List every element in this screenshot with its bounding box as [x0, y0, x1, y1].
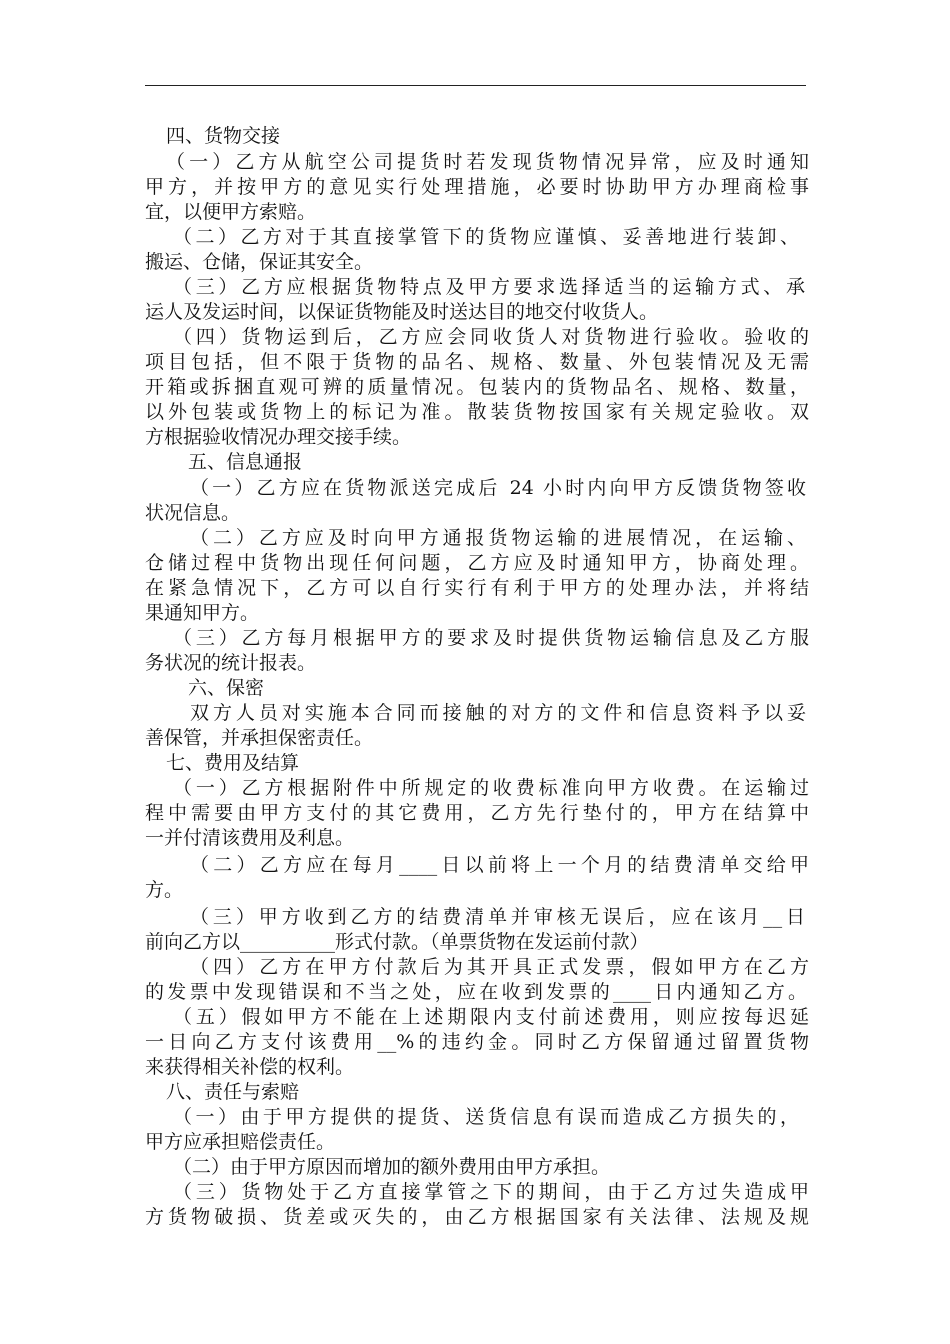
text-line: 运人及发运时间，以保证货物能及时送达目的地交付收货人。 — [145, 301, 659, 323]
text-line: 一并付清该费用及利息。 — [145, 827, 355, 849]
text-line: （一）乙方根据附件中所规定的收费标准向甲方收费。在运输过 — [173, 777, 809, 799]
text-line: 善保管，并承担保密责任。 — [145, 727, 374, 749]
text-line: 甲方应承担赔偿责任。 — [145, 1131, 336, 1153]
text-line: （三）货物处于乙方直接掌管之下的期间，由于乙方过失造成甲 — [173, 1181, 809, 1203]
header-rule — [145, 85, 806, 86]
text-line: 方货物破损、货差或灭失的，由乙方根据国家有关法律、法规及规 — [145, 1206, 809, 1228]
text-line: 方根据验收情况办理交接手续。 — [145, 426, 412, 448]
text-line: 在紧急情况下，乙方可以自行实行有利于甲方的处理办法，并将结 — [145, 577, 809, 599]
text-line: （四）乙方在甲方付款后为其开具正式发票，假如甲方在乙方 — [190, 956, 809, 978]
section-heading-confidentiality: 六、保密 — [188, 677, 265, 699]
text-line: 项目包括，但不限于货物的品名、规格、数量、外包装情况及无需 — [145, 351, 809, 373]
text-line: （一）乙方从航空公司提货时若发现货物情况异常，应及时通知 — [166, 151, 809, 173]
text-line: 前向乙方以__________形式付款。（单票货物在发运前付款） — [145, 931, 649, 953]
text-line: 宜，以便甲方索赔。 — [145, 201, 317, 223]
text-line: 状况信息。 — [145, 502, 241, 524]
text-line: 程中需要由甲方支付的其它费用，乙方先行垫付的，甲方在结算中 — [145, 802, 809, 824]
text-line: 仓储过程中货物出现任何问题，乙方应及时通知甲方，协商处理。 — [145, 552, 809, 574]
text-line: 双方人员对实施本合同而接触的对方的文件和信息资料予以妥 — [190, 702, 806, 724]
text-line: 搬运、仓储，保证其安全。 — [145, 251, 374, 273]
section-heading-info-report: 五、信息通报 — [188, 451, 303, 473]
text-line: 以外包装或货物上的标记为准。散装货物按国家有关规定验收。双 — [145, 401, 809, 423]
section-heading-goods-handover: 四、货物交接 — [166, 125, 281, 147]
text-line: （二）乙方应在每月____日以前将上一个月的结费清单交给甲 — [190, 854, 809, 876]
text-line: （三）乙方应根据货物特点及甲方要求选择适当的运输方式、承 — [173, 276, 805, 298]
text-line: 的发票中发现错误和不当之处，应在收到发票的____日内通知乙方。 — [145, 981, 807, 1003]
text-line: （四）货物运到后，乙方应会同收货人对货物进行验收。验收的 — [173, 326, 809, 348]
text-line: 务状况的统计报表。 — [145, 652, 317, 674]
text-line: （二）由于甲方原因而增加的额外费用由甲方承担。 — [173, 1156, 611, 1178]
text-line: 方。 — [145, 879, 184, 901]
text-line: 开箱或拆捆直观可辨的质量情况。包装内的货物品名、规格、数量， — [145, 376, 809, 398]
section-heading-liability-claims: 八、责任与索赔 — [166, 1081, 300, 1103]
section-heading-fees-settlement: 七、费用及结算 — [166, 752, 300, 774]
text-line: （二）乙方对于其直接掌管下的货物应谨慎、妥善地进行装卸、 — [173, 226, 799, 248]
text-line: （一）乙方应在货物派送完成后 24 小时内向甲方反馈货物签收 — [190, 477, 806, 499]
text-line: （三）乙方每月根据甲方的要求及时提供货物运输信息及乙方服 — [173, 627, 809, 649]
text-line: 来获得相关补偿的权利。 — [145, 1056, 355, 1078]
text-line: （五）假如甲方不能在上述期限内支付前述费用，则应按每迟延 — [173, 1006, 809, 1028]
text-line: 一日向乙方支付该费用__%的违约金。同时乙方保留通过留置货物 — [145, 1031, 809, 1053]
text-line: （二）乙方应及时向甲方通报货物运输的进展情况，在运输、 — [190, 527, 806, 549]
text-line: 甲方，并按甲方的意见实行处理措施，必要时协助甲方办理商检事 — [145, 176, 809, 198]
text-line: （三）甲方收到乙方的结费清单并审核无误后，应在该月__日 — [190, 906, 805, 928]
text-line: （一）由于甲方提供的提货、送货信息有误而造成乙方损失的， — [173, 1106, 799, 1128]
text-line: 果通知甲方。 — [145, 602, 260, 624]
